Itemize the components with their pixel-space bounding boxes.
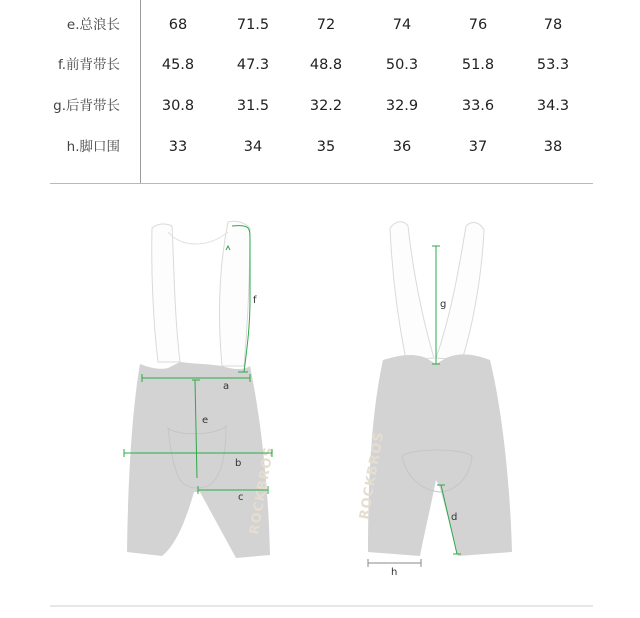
front-neck-seam xyxy=(168,232,228,244)
table-cell: 45.8 xyxy=(161,57,195,73)
front-strap-left xyxy=(152,224,180,362)
dim-label-e: e xyxy=(202,415,209,426)
table-cell: 37 xyxy=(468,139,488,155)
table-cell: 32.9 xyxy=(385,98,419,114)
table-cell: 30.8 xyxy=(161,98,195,114)
front-strap-right xyxy=(220,221,250,366)
dim-label-h: h xyxy=(391,567,398,578)
front-view xyxy=(50,221,593,606)
table-cell: 47.3 xyxy=(236,57,270,73)
table-cell: 48.8 xyxy=(309,57,343,73)
table-cell: 35 xyxy=(316,139,336,155)
table-cell: 32.2 xyxy=(309,98,343,114)
table-cell: 33 xyxy=(168,139,188,155)
table-cell: 71.5 xyxy=(236,17,270,33)
back-strap-left xyxy=(390,222,434,360)
table-cell: 53.3 xyxy=(536,57,570,73)
table-cell: 34.3 xyxy=(536,98,570,114)
table-cell: 31.5 xyxy=(236,98,270,114)
table-cell: 74 xyxy=(392,17,412,33)
table-cell: 78 xyxy=(543,17,563,33)
table-cell: 51.8 xyxy=(461,57,495,73)
back-brand-logo: ROCKBROS xyxy=(357,430,388,521)
back-garment-body xyxy=(368,354,512,556)
table-cell: 38 xyxy=(543,139,563,155)
table-cell: 34 xyxy=(243,139,263,155)
row-label-e: e.总浪长 xyxy=(66,17,120,33)
row-label-f: f.前背带长 xyxy=(57,57,120,73)
dim-label-c: c xyxy=(238,492,244,503)
table-cell: 72 xyxy=(316,17,336,33)
dim-label-a: a xyxy=(223,381,230,392)
dim-label-b: b xyxy=(235,458,242,469)
dim-label-g: g xyxy=(440,299,447,310)
row-label-h: h.脚口围 xyxy=(66,139,120,155)
table-cell: 50.3 xyxy=(385,57,419,73)
table-cell: 36 xyxy=(392,139,412,155)
dim-label-d: d xyxy=(451,512,458,523)
back-strap-right xyxy=(436,223,484,360)
table-cell: 68 xyxy=(168,17,188,33)
table-cell: 33.6 xyxy=(461,98,495,114)
dim-label-f: f xyxy=(253,295,257,306)
front-brand-logo: ROCKBROS xyxy=(247,445,278,536)
table-cell: 76 xyxy=(468,17,488,33)
row-label-g: g.后背带长 xyxy=(53,98,120,114)
